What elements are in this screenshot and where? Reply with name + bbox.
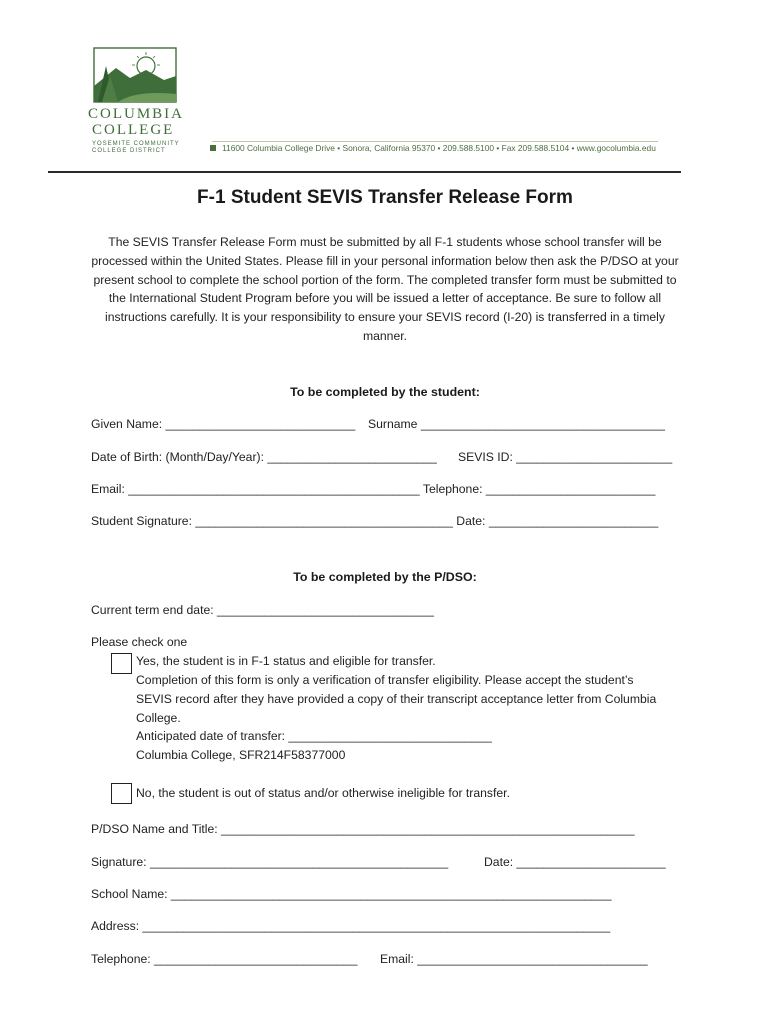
logo-subtitle-line2: COLLEGE DISTRICT <box>92 148 166 154</box>
dso-section-heading: To be completed by the P/DSO: <box>293 570 477 584</box>
eligible-detail-line2: SEVIS record after they have provided a copy of their transcript acceptance letter from Columbia <box>136 692 657 706</box>
student-signature-date-fields[interactable]: Student Signature: ______________________________________ Date: _________________________ <box>91 514 659 528</box>
eligible-option-label: Yes, the student is in F-1 status and eligible for transfer. <box>136 654 436 668</box>
header-divider <box>48 171 681 173</box>
bullet-square-icon <box>210 145 216 151</box>
ineligible-checkbox[interactable] <box>111 783 132 804</box>
school-address-field[interactable]: Address: _____________________________________________________________________ <box>91 919 611 933</box>
address-line <box>210 143 656 153</box>
date-of-birth-field[interactable]: Date of Birth: (Month/Day/Year): _________________________ <box>91 450 437 464</box>
ineligible-option-label: No, the student is out of status and/or otherwise ineligible for transfer. <box>136 786 510 800</box>
address-text: 11600 Columbia College Drive • Sonora, California 95370 • 209.588.5100 • Fax 209.588.5104 • www.gocolumbia.edu <box>222 143 656 153</box>
dso-signature-field[interactable]: Signature: ____________________________________________ <box>91 855 449 869</box>
dso-date-field[interactable]: Date: ______________________ <box>484 855 666 869</box>
student-section-heading: To be completed by the student: <box>290 385 480 399</box>
email-telephone-fields[interactable]: Email: ___________________________________________ Telephone: _________________________ <box>91 482 656 496</box>
sevis-id-field[interactable]: SEVIS ID: _______________________ <box>458 450 673 464</box>
check-one-label: Please check one <box>91 635 188 649</box>
logo-wordmark-line1: COLUMBIA <box>88 106 185 122</box>
address-rule <box>212 141 658 142</box>
given-name-field[interactable]: Given Name: ____________________________ <box>91 417 356 431</box>
dso-telephone-field[interactable]: Telephone: ______________________________ <box>91 952 358 966</box>
eligible-detail-line1: Completion of this form is only a verification of transfer eligibility. Please accept the student’s <box>136 673 634 687</box>
school-name-field[interactable]: School Name: _________________________________________________________________ <box>91 887 612 901</box>
form-instructions: The SEVIS Transfer Release Form must be submitted by all F-1 students whose school transfer will be processed within the United States. Please fill in your personal information below then ask the P/DSO at your present school to complete the school portion of the form. The completed transfer form must be submitted to the International Student Program before you will be issued a letter of acceptance. Be sure to follow all instructions carefully. It is your responsibility to ensure your SEVIS record (I-20) is transferred in a timely manner. <box>91 235 679 343</box>
logo-subtitle-line1: YOSEMITE COMMUNITY <box>92 141 180 147</box>
eligible-detail-line3: College. <box>136 711 181 725</box>
form-title: F-1 Student SEVIS Transfer Release Form <box>197 187 573 208</box>
anticipated-transfer-date-field[interactable]: Anticipated date of transfer: ______________________________ <box>136 729 492 743</box>
current-term-end-field[interactable]: Current term end date: ________________________________ <box>91 603 434 617</box>
eligible-checkbox[interactable] <box>111 653 132 674</box>
surname-field[interactable]: Surname ____________________________________ <box>368 417 665 431</box>
logo-wordmark-line2: COLLEGE <box>92 122 175 138</box>
dso-name-title-field[interactable]: P/DSO Name and Title: _____________________________________________________________ <box>91 822 635 836</box>
dso-email-field[interactable]: Email: __________________________________ <box>380 952 648 966</box>
college-school-code: Columbia College, SFR214F58377000 <box>136 748 346 762</box>
